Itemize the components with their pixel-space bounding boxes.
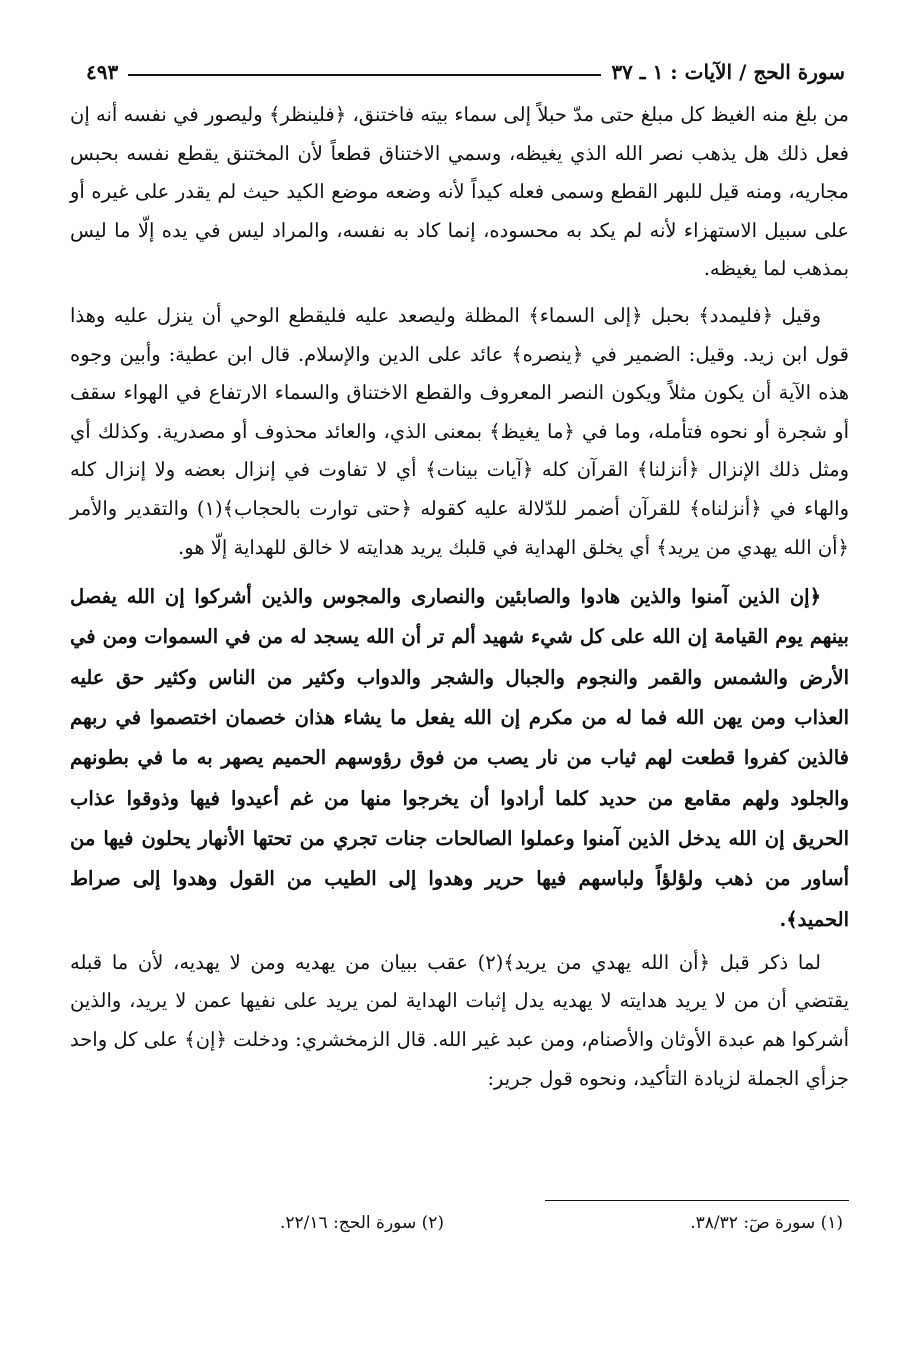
paragraph-commentary-3: لما ذكر قبل ﴿أن الله يهدي من يريد﴾(٢) عقب ببيان من يهديه ومن لا يهديه، لأن ما قبله يقتضي أن من لا يريد هدايته لا يهديه يدل إثبات الهداية لمن يريد على نفيها عمن لا يريد، والذين أشركوا هم عبدة الأوثان والأصنام، ومن عبد غير الله. قال الزمخشري: ودخلت ﴿إن﴾ على كل واحد جزأي الجملة لزيادة التأكيد، ونحوه قول جرير:	[70, 950, 849, 1090]
footnote-1: (١) سورة صٓ: ٣٨/٣٢.	[690, 1213, 843, 1233]
page-number: ٤٩٣	[86, 60, 119, 84]
header-title: سورة الحج / الآيات : ١ ـ ٣٧	[611, 60, 845, 84]
main-text	[70, 96, 849, 1098]
footnote-separator	[545, 1200, 849, 1201]
footnote-2: (٢) سورة الحج: ٢٢/١٦.	[280, 1213, 445, 1233]
header-rule	[128, 74, 601, 76]
paragraph-commentary-2: وقيل ﴿فليمدد﴾ بحبل ﴿إلى السماء﴾ المظلة وليصعد عليه فليقطع الوحي أن ينزل عليه وهذا قول ابن زيد. وقيل: الضمير في ﴿ينصره﴾ عائد على الدين والإسلام. قال ابن عطية: وأبين وجوه هذه الآية أن يكون مثلاً ويكون النصر المعروف والقطع الاختناق والسماء الارتفاع في الهواء سقف أو شجرة أو نحوه فتأمله، وما في ﴿ما يغيظ﴾ بمعنى الذي، والعائد محذوف أو مصدرية. وكذلك أي ومثل ذلك الإنزال ﴿أنزلنا﴾ القرآن كله ﴿آيات بينات﴾ أي لا تفاوت في إنزال بعضه ولا إنزال كله والهاء في ﴿أنزلناه﴾ للقرآن أضمر للدّلالة عليه كقوله ﴿حتى توارت بالحجاب﴾(١) والتقدير والأمر ﴿أن الله يهدي من يريد﴾ أي يخلق الهداية في قلبك يريد هدايته لا خالق للهداية إلّا هو.	[70, 303, 849, 559]
quran-verse-block: ﴿إن الذين آمنوا والذين هادوا والصابئين والنصارى والمجوس والذين أشركوا إن الله يفصل بينهم يوم القيامة إن الله على كل شيء شهيد ألم تر أن الله يسجد له من في السموات ومن في الأرض والشمس والقمر والنجوم والجبال والشجر والدواب وكثير من الناس وكثير حق عليه العذاب ومن يهن الله فما له من مكرم إن الله يفعل ما يشاء هذان خصمان اختصموا في ربهم فالذين كفروا قطعت لهم ثياب من نار يصب من فوق رؤوسهم الحميم يصهر به ما في بطونهم والجلود ولهم مقامع من حديد كلما أرادوا أن يخرجوا منها من غم أعيدوا فيها وذوقوا عذاب الحريق إن الله يدخل الذين آمنوا وعملوا الصالحات جنات تجري من تحتها الأنهار يحلون فيها من أساور من ذهب ولؤلؤاً ولباسهم فيها حرير وهدوا إلى الطيب من القول وهدوا إلى صراط الحميد﴾.	[70, 585, 849, 931]
running-header	[86, 56, 845, 88]
footnotes	[280, 1208, 843, 1238]
paragraph-commentary-1: من بلغ منه الغيظ كل مبلغ حتى مدّ حبلاً إلى سماء بيته فاختنق، ﴿فلينظر﴾ وليصور في نفسه أنه إن فعل ذلك هل يذهب نصر الله الذي يغيظه، وسمي الاختناق قطعاً لأن المختنق يقطع نفسه بحبس مجاريه، ومنه قيل للبهر القطع وسمى فعله كيداً لأنه وضعه موضع الكيد حيث لم يقدر على غيره أو على سبيل الاستهزاء لأنه لم يكد به محسوده، إنما كاد به نفسه، والمراد ليس في يده إلّا ما ليس بمذهب لما يغيظه.	[70, 103, 849, 281]
